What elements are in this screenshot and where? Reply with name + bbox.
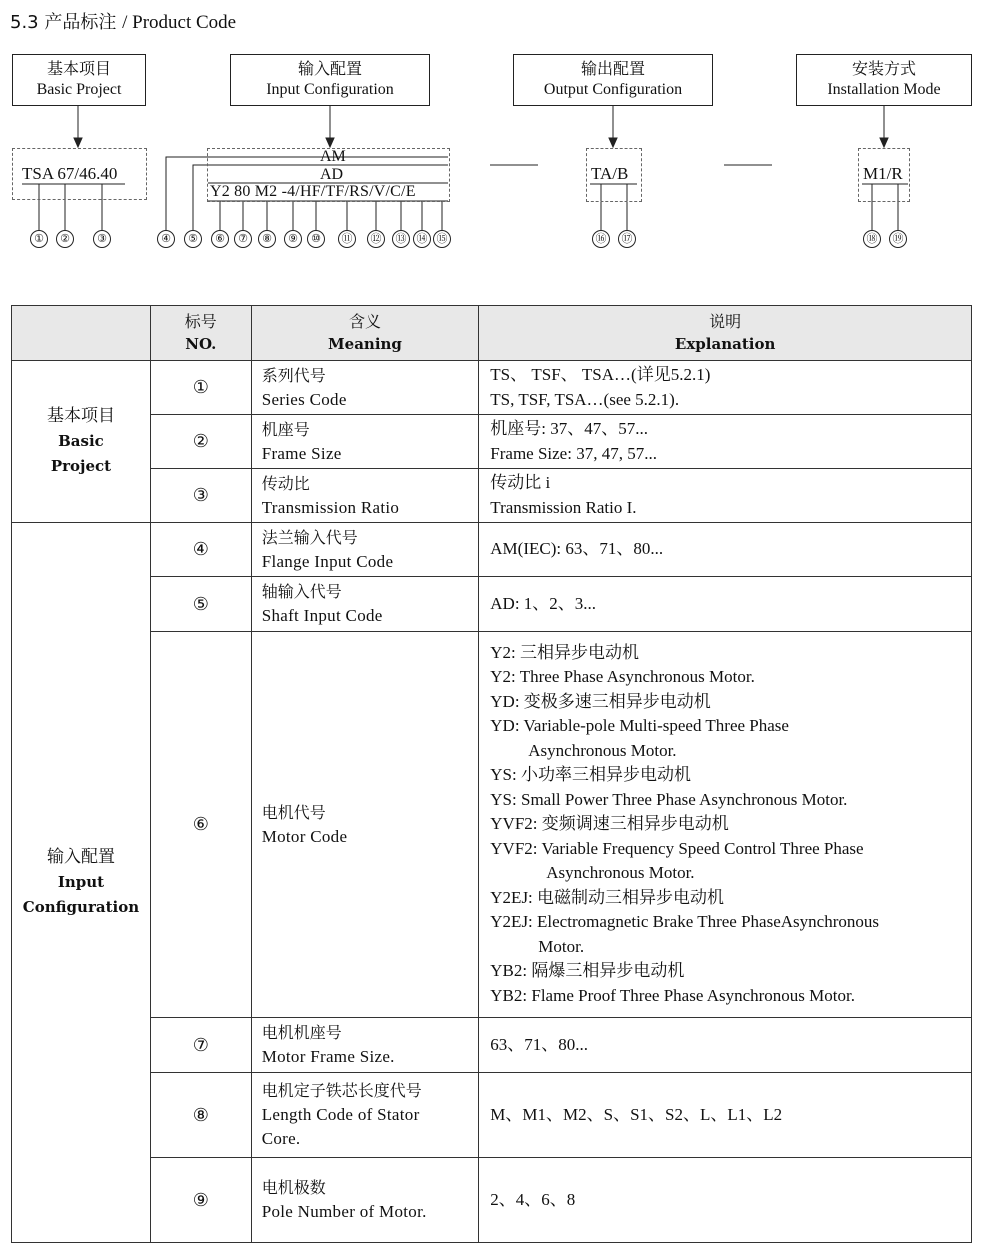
output-config-box-cn: 输出配置 <box>580 59 645 78</box>
explanation-line: Frame Size: 37, 47, 57... <box>490 443 657 463</box>
row-meaning <box>251 1158 479 1243</box>
callout-17: ⑰ <box>618 230 636 248</box>
callout-9: ⑨ <box>284 230 302 248</box>
table-row <box>12 523 972 577</box>
meaning-cn: 电机机座号 <box>261 1023 342 1042</box>
explanation-line: TS、 TSF、 TSA…(详见5.2.1) <box>490 365 711 384</box>
meaning-en-cont: Core. <box>261 1129 301 1148</box>
callout-7: ⑦ <box>234 230 252 248</box>
header-meaning <box>251 306 479 361</box>
meaning-cn: 电机极数 <box>261 1178 326 1197</box>
callout-6: ⑥ <box>211 230 229 248</box>
header-no-en: NO. <box>185 335 217 353</box>
meaning-cn: 电机定子铁芯长度代号 <box>261 1081 422 1100</box>
explanation-line: Y2EJ: 电磁制动三相异步电动机 <box>490 887 725 907</box>
meaning-en: Shaft Input Code <box>261 606 383 625</box>
explanation-line: 2、4、6、8 <box>490 1189 576 1209</box>
explanation-line: Y2EJ: Electromagnetic Brake Three PhaseAsynchronous <box>490 912 879 932</box>
header-explanation <box>479 306 972 361</box>
table-row <box>12 415 972 469</box>
explanation-line: YB2: 隔爆三相异步电动机 <box>490 961 685 981</box>
explanation-line: YB2: Flame Proof Three Phase Asynchronous Motor. <box>490 985 855 1005</box>
row-no: ⑧ <box>150 1073 251 1158</box>
callout-1: ① <box>30 230 48 248</box>
table-row <box>12 577 972 632</box>
explanation-line: Y2: 三相异步电动机 <box>490 642 640 662</box>
header-meaning-en: Meaning <box>328 335 402 353</box>
meaning-cn: 系列代号 <box>261 365 326 385</box>
callout-8: ⑧ <box>258 230 276 248</box>
meaning-en: Series Code <box>261 389 347 409</box>
row-no: ⑥ <box>150 632 251 1018</box>
explanation-line: YS: Small Power Three Phase Asynchronous Motor. <box>490 789 848 809</box>
row-explanation <box>479 415 972 469</box>
meaning-en: Transmission Ratio <box>261 497 400 517</box>
section-title-en: / Product Code <box>122 12 237 33</box>
category-input-en1: Input <box>57 873 105 891</box>
row-no: ⑤ <box>150 577 251 632</box>
basic-project-box-en: Basic Project <box>36 81 122 98</box>
diagram-connectors <box>0 0 990 260</box>
row-meaning <box>251 523 479 577</box>
category-input-en2: Configuration <box>22 898 140 916</box>
row-explanation <box>479 1158 972 1243</box>
explanation-line: YD: 变极多速三相异步电动机 <box>490 691 711 711</box>
header-explanation-en: Explanation <box>674 335 776 353</box>
row-no: ① <box>150 361 251 415</box>
row-no: ⑦ <box>150 1018 251 1073</box>
explanation-line: AM(IEC): 63、71、80... <box>490 539 664 559</box>
meaning-en: Flange Input Code <box>261 551 394 571</box>
callout-12: ⑫ <box>367 230 385 248</box>
row-meaning <box>251 632 479 1018</box>
callout-16: ⑯ <box>592 230 610 248</box>
output-config-box-en: Output Configuration <box>543 81 683 98</box>
row-no: ③ <box>150 469 251 523</box>
input-config-box-cn: 输入配置 <box>297 59 362 78</box>
row-meaning <box>251 577 479 632</box>
explanation-line: YS: 小功率三相异步电动机 <box>490 765 691 785</box>
basic-code: TSA 67/46.40 <box>22 164 118 183</box>
meaning-en: Frame Size <box>261 443 342 463</box>
row-no: ④ <box>150 523 251 577</box>
install-code: M1/R <box>863 164 903 183</box>
callout-4: ④ <box>157 230 175 248</box>
ad-code: AD <box>320 166 344 183</box>
meaning-en: Motor Code <box>261 826 348 846</box>
am-code: AM <box>320 148 346 165</box>
row-explanation <box>479 361 972 415</box>
category-basic-en1: Basic <box>58 432 104 450</box>
table-header-row <box>12 306 972 361</box>
header-explanation-cn: 说明 <box>709 312 742 331</box>
callout-18: ⑱ <box>863 230 881 248</box>
category-input <box>12 523 151 1243</box>
meaning-en: Motor Frame Size. <box>261 1047 395 1066</box>
row-explanation <box>479 1073 972 1158</box>
meaning-cn: 法兰输入代号 <box>261 527 358 547</box>
explanation-line: Asynchronous Motor. <box>546 863 695 883</box>
output-code: TA/B <box>591 164 629 183</box>
motor-code: Y2 80 M2 -4/HF/TF/RS/V/C/E <box>210 183 416 200</box>
callout-13: ⑬ <box>392 230 410 248</box>
meaning-cn: 机座号 <box>261 419 310 439</box>
input-config-box-en: Input Configuration <box>266 81 394 98</box>
category-basic-en2: Project <box>50 457 112 475</box>
installation-mode-box-cn: 安装方式 <box>851 59 916 78</box>
row-explanation <box>479 469 972 523</box>
row-explanation <box>479 523 972 577</box>
meaning-en: Pole Number of Motor. <box>261 1202 427 1221</box>
explanation-line: Transmission Ratio I. <box>490 497 637 517</box>
installation-mode-box-en: Installation Mode <box>827 81 941 98</box>
header-no <box>150 306 251 361</box>
explanation-line: Motor. <box>538 936 585 956</box>
meaning-cn: 传动比 <box>261 473 310 493</box>
section-number: 5.3 <box>10 12 39 33</box>
row-no: ② <box>150 415 251 469</box>
callout-5: ⑤ <box>184 230 202 248</box>
meaning-cn: 轴输入代号 <box>261 582 342 601</box>
explanation-line: YVF2: 变频调速三相异步电动机 <box>490 814 729 834</box>
callout-19: ⑲ <box>889 230 907 248</box>
row-no: ⑨ <box>150 1158 251 1243</box>
explanation-line: TS, TSF, TSA…(see 5.2.1). <box>490 389 680 409</box>
explanation-line: YVF2: Variable Frequency Speed Control Three Phase <box>490 838 864 858</box>
table-row <box>12 469 972 523</box>
table-row <box>12 1018 972 1073</box>
meaning-en: Length Code of Stator <box>261 1105 420 1124</box>
product-code-table <box>11 305 972 1243</box>
callout-11: ⑪ <box>338 230 356 248</box>
row-explanation <box>479 632 972 1018</box>
callout-14: ⑭ <box>413 230 431 248</box>
explanation-line: YD: Variable-pole Multi-speed Three Phase <box>490 716 789 736</box>
callout-3: ③ <box>93 230 111 248</box>
explanation-line: Asynchronous Motor. <box>528 740 677 760</box>
row-meaning <box>251 361 479 415</box>
row-meaning <box>251 415 479 469</box>
explanation-line: AD: 1、2、3... <box>490 593 597 613</box>
row-explanation <box>479 577 972 632</box>
explanation-line: 机座号: 37、47、57... <box>490 419 649 438</box>
header-category <box>12 306 151 361</box>
row-explanation <box>479 1018 972 1073</box>
table-row <box>12 1073 972 1158</box>
table-row <box>12 632 972 1018</box>
explanation-line: 63、71、80... <box>490 1034 589 1054</box>
category-input-cn: 输入配置 <box>46 847 115 867</box>
row-meaning <box>251 1073 479 1158</box>
callout-10: ⑩ <box>307 230 325 248</box>
basic-project-box-cn: 基本项目 <box>46 59 111 78</box>
callout-2: ② <box>56 230 74 248</box>
header-no-cn: 标号 <box>184 312 217 331</box>
explanation-line: Y2: Three Phase Asynchronous Motor. <box>490 667 755 687</box>
row-meaning <box>251 1018 479 1073</box>
category-basic-cn: 基本项目 <box>46 406 115 426</box>
meaning-cn: 电机代号 <box>261 802 326 822</box>
table-row <box>12 361 972 415</box>
category-basic <box>12 361 151 523</box>
table-row <box>12 1158 972 1243</box>
callout-15: ⑮ <box>433 230 451 248</box>
row-meaning <box>251 469 479 523</box>
section-title-cn: 产品标注 <box>44 12 117 33</box>
explanation-line: 传动比 i <box>490 473 551 492</box>
explanation-line: M、M1、M2、S、S1、S2、L、L1、L2 <box>490 1104 783 1124</box>
header-meaning-cn: 含义 <box>348 312 381 331</box>
